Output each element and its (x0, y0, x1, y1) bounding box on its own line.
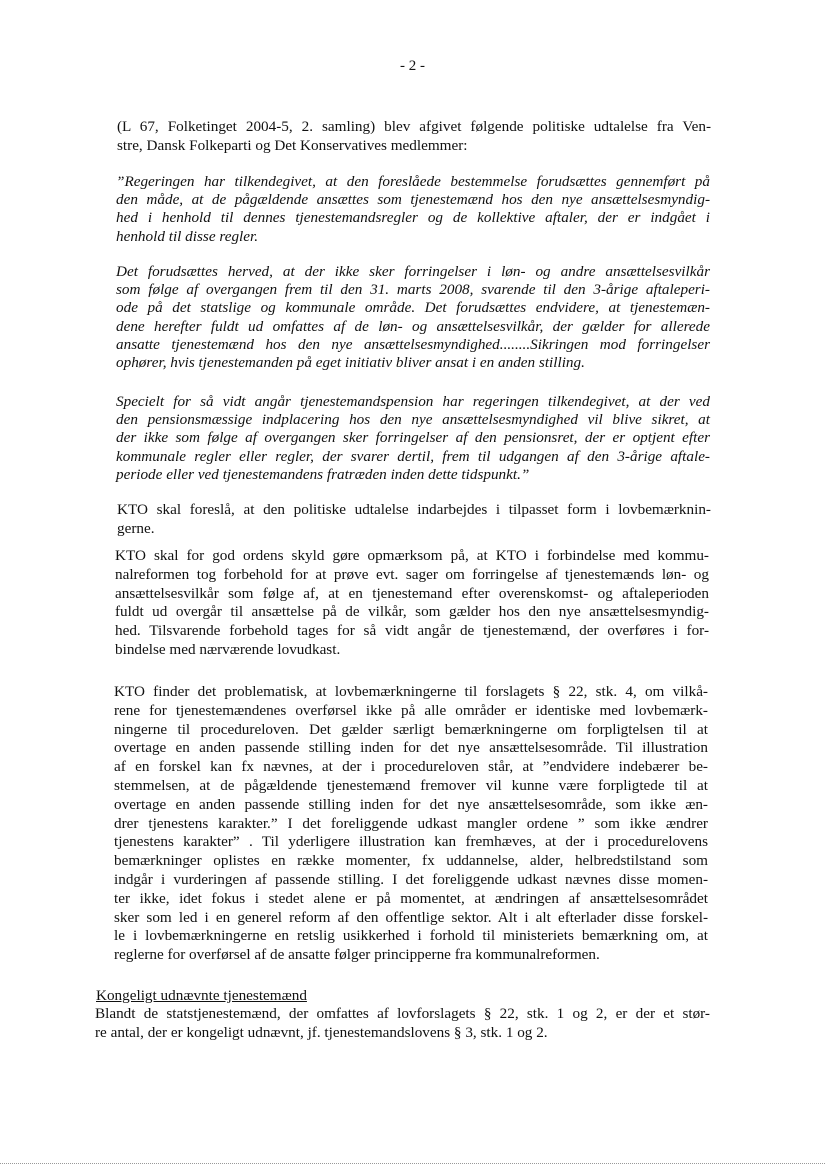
paragraph-kto-proposal (117, 501, 711, 539)
paragraph-kto-problematic (114, 683, 708, 965)
text-line: den pensionsmæssige indplacering hos den nye ansættelsesmyndighed vil blive sikret, at (116, 411, 710, 429)
text-line: ode på det statslige og kommunale område. Det forudsættes endvidere, at tjenestemæn- (116, 299, 710, 317)
text-line: sker som led i en generel reform af den offentlige sektor. Alt i alt efterlader disse forskel- (114, 908, 708, 926)
text-line: gerne. (117, 519, 155, 537)
text-line: ningerne til procedureloven. Det gælder særligt bemærkningerne om forpligtelsen til at (114, 720, 708, 738)
text-line: Det forudsættes herved, at der ikke sker forringelser i løn- og andre ansættelsesvilkår (116, 263, 710, 280)
text-line: overtage en anden passende stilling inden for det nye ansættelsesområde. Til illustration (114, 739, 708, 757)
text-line: KTO finder det problematisk, at lovbemærkningerne til forslagets § 22, stk. 4, om vilkå- (114, 683, 708, 700)
text-line: bindelse med nærværende lovudkast. (115, 640, 341, 658)
text-line: reglerne for overførsel af de ansatte følger principperne fra kommunalreformen. (114, 946, 600, 964)
text-line: Specielt for så vidt angår tjenestemandspension har regeringen tilkendegivet, at der ved (116, 393, 710, 410)
text-line: dene herefter fuldt ud omfattes af de løn- og ansættelsesvilkår, der gælder for allerede (116, 317, 710, 335)
quote-paragraph-2 (116, 263, 710, 372)
text-line: periode eller ved tjenestemandens fratræden inden dette tidspunkt.” (116, 465, 530, 483)
text-line: ophører, hvis tjenestemanden på eget initiativ bliver ansat i en anden stilling. (116, 353, 585, 371)
text-line: bemærkninger oplistes en række momenter, fx uddannelse, alder, helbredstilstand som (114, 852, 708, 870)
text-line: indgår i vurderingen af passende stilling. I det foreliggende udkast nævnes disse momen- (114, 870, 708, 888)
text-line: henhold til disse regler. (116, 227, 259, 245)
scan-edge (0, 1163, 825, 1164)
text-line: ter ikke, idet fokus i stedet alene er på momentet, at ændringen af ansættelsesområdet (114, 889, 708, 907)
page-number: - 2 - (400, 58, 425, 74)
text-line: rene for tjenestemændenes overførsel ikke på alle områder er identiske med lovbemærk- (114, 701, 708, 719)
paragraph-kto-reservation (115, 547, 709, 660)
text-line: som følge af overgangen frem til den 31. marts 2008, svarende til den 3-årige aftaleperi- (116, 281, 710, 299)
text-line: den måde, at de pågældende ansættes som tjenestemænd hos den nye ansættelsesmyndig- (116, 191, 710, 209)
text-line: re antal, der er kongeligt udnævnt, jf. tjenestemandslovens § 3, stk. 1 og 2. (95, 1023, 548, 1041)
quote-paragraph-3 (116, 393, 710, 484)
text-line: der ikke som følge af overgangen sker forringelser af den pensionsret, der er optjent efter (116, 429, 710, 447)
text-line: ”Regeringen har tilkendegivet, at den foreslåede bestemmelse forudsættes gennemført på (116, 173, 710, 190)
section-heading: Kongeligt udnævnte tjenestemænd (96, 987, 307, 1004)
text-line: nalreformen tog forbehold for at prøve evt. sager om forringelse af tjenestemænds løn- og (115, 565, 709, 583)
quote-paragraph-1 (116, 173, 710, 246)
text-line: le i lovbemærkningerne en retslig usikkerhed i forhold til ministeriets bemærkning om, at (114, 927, 708, 945)
text-line: Blandt de statstjenestemænd, der omfattes af lovforslagets § 22, stk. 1 og 2, er der et stør- (95, 1005, 710, 1022)
paragraph-royal-appointed (95, 1005, 710, 1043)
text-line: KTO skal foreslå, at den politiske udtalelse indarbejdes i tilpasset form i lovbemærknin- (117, 501, 711, 518)
text-line: kommunale regler eller regler, der svarer dertil, frem til udgangen af den 3-årige aftale- (116, 447, 710, 465)
text-line: tjenestens karakter” . Til yderligere illustration kan fremhæves, at der i procedurelovens (114, 833, 708, 851)
text-line: stre, Dansk Folkeparti og Det Konservatives medlemmer: (117, 136, 468, 154)
text-line: hed i henhold til dennes tjenestemandsregler og de kollektive aftaler, der er indgået i (116, 209, 710, 227)
text-line: (L 67, Folketinget 2004-5, 2. samling) blev afgivet følgende politiske udtalelse fra Ven- (117, 118, 711, 135)
text-line: af en forskel kan fx nævnes, at der i procedureloven står, at ”endvidere indebærer be- (114, 758, 708, 776)
text-line: ansatte tjenestemænd hos den nye ansættelsesmyndighed........Sikringen mod forringelser (116, 335, 710, 353)
text-line: ansættelsesvilkår som følge af, at en tjenestemand efter overenskomst- og aftaleperioden (115, 584, 709, 602)
text-line: fuldt ud overgår til ansættelse på de vilkår, som gælder hos den nye ansættelsesmyndig- (115, 603, 709, 621)
text-line: overtage en anden passende stilling inden for det nye ansættelsesområde, som ikke æn- (114, 795, 708, 813)
text-line: hed. Tilsvarende forbehold tages for så vidt angår de tjenestemænd, der overføres i for- (115, 622, 709, 640)
text-line: drer tjenestens karakter.” I det foreliggende udkast mangler ordene ” som ikke ændrer (114, 814, 708, 832)
text-line: stemmelsen, at de pågældende tjenestemænd fremover vil kunne være forpligtede til at (114, 776, 708, 794)
paragraph-intro (117, 118, 711, 156)
text-line: KTO skal for god ordens skyld gøre opmærksom på, at KTO i forbindelse med kommu- (115, 547, 709, 564)
